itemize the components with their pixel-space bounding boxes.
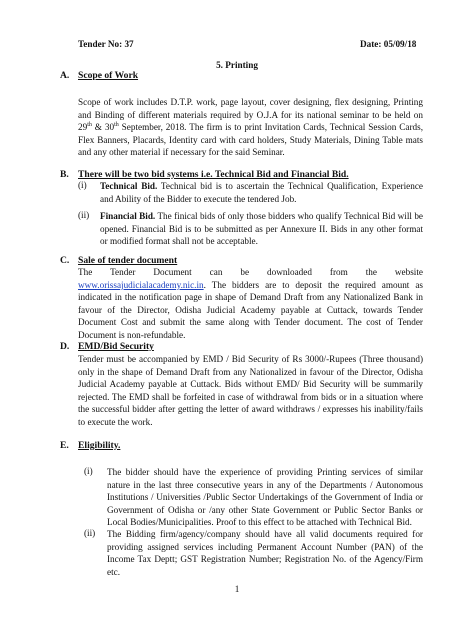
section-d-body: Tender must be accompanied by EMD / Bid Security of Rs 3000/-Rupees (Three thousand) only in the shape of Demand Draft from any Nationalized in favour of the Director, Odisha Judicial Academy payable at Cuttack. Bids without EMD/ Bid Security will be summarily rejected. The EMD shall be forfeited in case of withdrawal from bids or in a situation where the successful bidder after getting the letter of award withdraws / expresses his inability/fails to execute the work.: [78, 354, 423, 427]
section-c-letter: C.: [60, 255, 70, 266]
tender-date: Date: 05/09/18: [360, 39, 417, 49]
section-b-item-2: Financial Bid. The finical bids of only those bidders who qualify Technical Bid will be opened. Financial Bid is to be submitted as per Annexure II. Bids in any other format or modified format shall not be acceptable.: [100, 211, 424, 247]
section-b-item-1: Technical Bid. Technical bid is to ascertain the Technical Qualification, Experience and Ability of the Bidder to execute the tendered Job.: [100, 181, 423, 204]
section-b-item-1-label: (i): [78, 180, 87, 190]
tender-number: Tender No: 37: [78, 39, 134, 49]
section-e-item-2: The Bidding firm/agency/company should have all valid documents required for providing assigned services including Permanent Account Number (PAN) of the Income Tax Deptt; GST Registration Number; Registration No. of the Agency/Firm etc.: [107, 529, 423, 577]
section-e-letter: E.: [60, 440, 69, 451]
section-e-item-1: The bidder should have the experience of providing Printing services of similar nature in the last three consecutive years in any of the Departments / Autonomous Institutions / Universities /Public Sector Undertakings of the Government of India or Government of Odisha or /any other State Government or Public Sector Banks or Local Bodies/Municipalities. Proof to this effect to be attached with Technical Bid.: [107, 467, 423, 528]
section-b-heading: There will be two bid systems i.e. Technical Bid and Financial Bid.: [78, 169, 349, 180]
section-a-heading: Scope of Work: [78, 70, 139, 81]
section-e-item-2-label: (ii): [84, 528, 96, 538]
section-a-letter: A.: [60, 70, 70, 81]
page-number: 1: [234, 584, 240, 594]
section-b-item-2-label: (ii): [78, 210, 90, 220]
section-c-body: www.orissajudicialacademy.nic.in. The bidders are to deposit the required amount as indicated in the notification page in shape of Demand Draft from any Nationalized Bank in favour of the Director, Odisha Judicial Academy payable at Cuttack, towards Tender Document Cost and submit the same along with Tender document. The cost of Tender Document is non-refundable.: [78, 279, 423, 340]
section-b-letter: B.: [60, 169, 69, 180]
section-d-letter: D.: [60, 341, 70, 352]
section-d-heading: EMD/Bid Security: [78, 341, 154, 352]
section-e-heading: Eligibility.: [78, 440, 121, 451]
section-e-item-1-label: (i): [84, 466, 93, 476]
academy-website-link[interactable]: www.orissajudicialacademy.nic.in: [78, 279, 204, 290]
section-c-heading: Sale of tender document: [78, 255, 178, 266]
section-a-body: Scope of work includes D.T.P. work, page layout, cover designing, flex designing, Printing and Binding of different materials required by O.J.A for its national seminar to be held on 29th & 30th September, 2018. The firm is to print Invitation Cards, Technical Session Cards, Flex Banners, Placards, Identity card with card holders, Study Materials, Dining Table mats and any other material if necessary for the said Seminar.: [78, 97, 424, 158]
section-c-first-line: The Tender Document can be downloaded from the website: [78, 267, 423, 277]
section-title: 5. Printing: [216, 60, 258, 70]
